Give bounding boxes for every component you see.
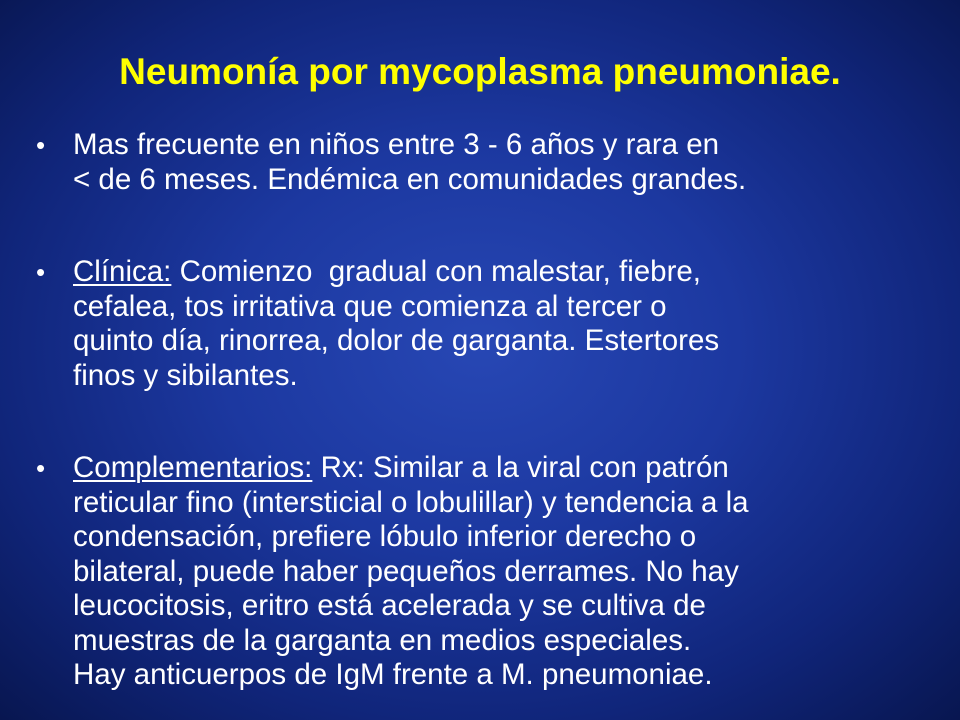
bullet-text-line: Mas frecuente en niños entre 3 - 6 años y rara en <box>73 128 720 161</box>
bullet-icon: • <box>36 453 46 483</box>
bullet-icon: • <box>36 130 46 160</box>
bullet-text-line: Hay anticuerpos de IgM frente a M. pneumoniae. <box>73 658 713 691</box>
bullet-text-line: reticular fino (intersticial o lobulillar) y tendencia a la <box>73 485 749 519</box>
bullet-text: Rx: Similar a la viral con patrón <box>312 451 729 484</box>
clinica-label: Clínica: <box>73 255 172 288</box>
bullet-item-complementarios <box>36 451 941 693</box>
slide-title: Neumonía por mycoplasma pneumoniae. <box>119 51 841 92</box>
bullet-text-line: quinto día, rinorrea, dolor de garganta. Estertores <box>73 324 720 357</box>
bullet-item-clinica <box>36 255 941 393</box>
bullet-text-line: finos y sibilantes. <box>73 358 298 392</box>
bullet-first-line <box>73 451 941 486</box>
bullet-text-line: cefalea, tos irritativa que comienza al tercer o <box>73 289 667 323</box>
bullet-text-line: condensación, prefiere lóbulo inferior derecho o <box>73 520 697 553</box>
bullet-icon: • <box>36 257 46 287</box>
bullet-text-line: < de 6 meses. Endémica en comunidades grandes. <box>73 162 747 196</box>
bullet-text-line: leucocitosis, eritro está acelerada y se cultiva de <box>73 589 706 622</box>
bullet-list <box>36 128 941 693</box>
bullet-text-line: muestras de la garganta en medios especiales. <box>73 623 692 657</box>
bullet-first-line <box>73 255 941 290</box>
bullet-text: Comienzo gradual con malestar, fiebre, <box>171 255 702 288</box>
complementarios-label: Complementarios: <box>73 451 313 484</box>
bullet-item-epidemiology <box>36 128 941 197</box>
bullet-text-line: bilateral, puede haber pequeños derrames. No hay <box>73 554 739 588</box>
